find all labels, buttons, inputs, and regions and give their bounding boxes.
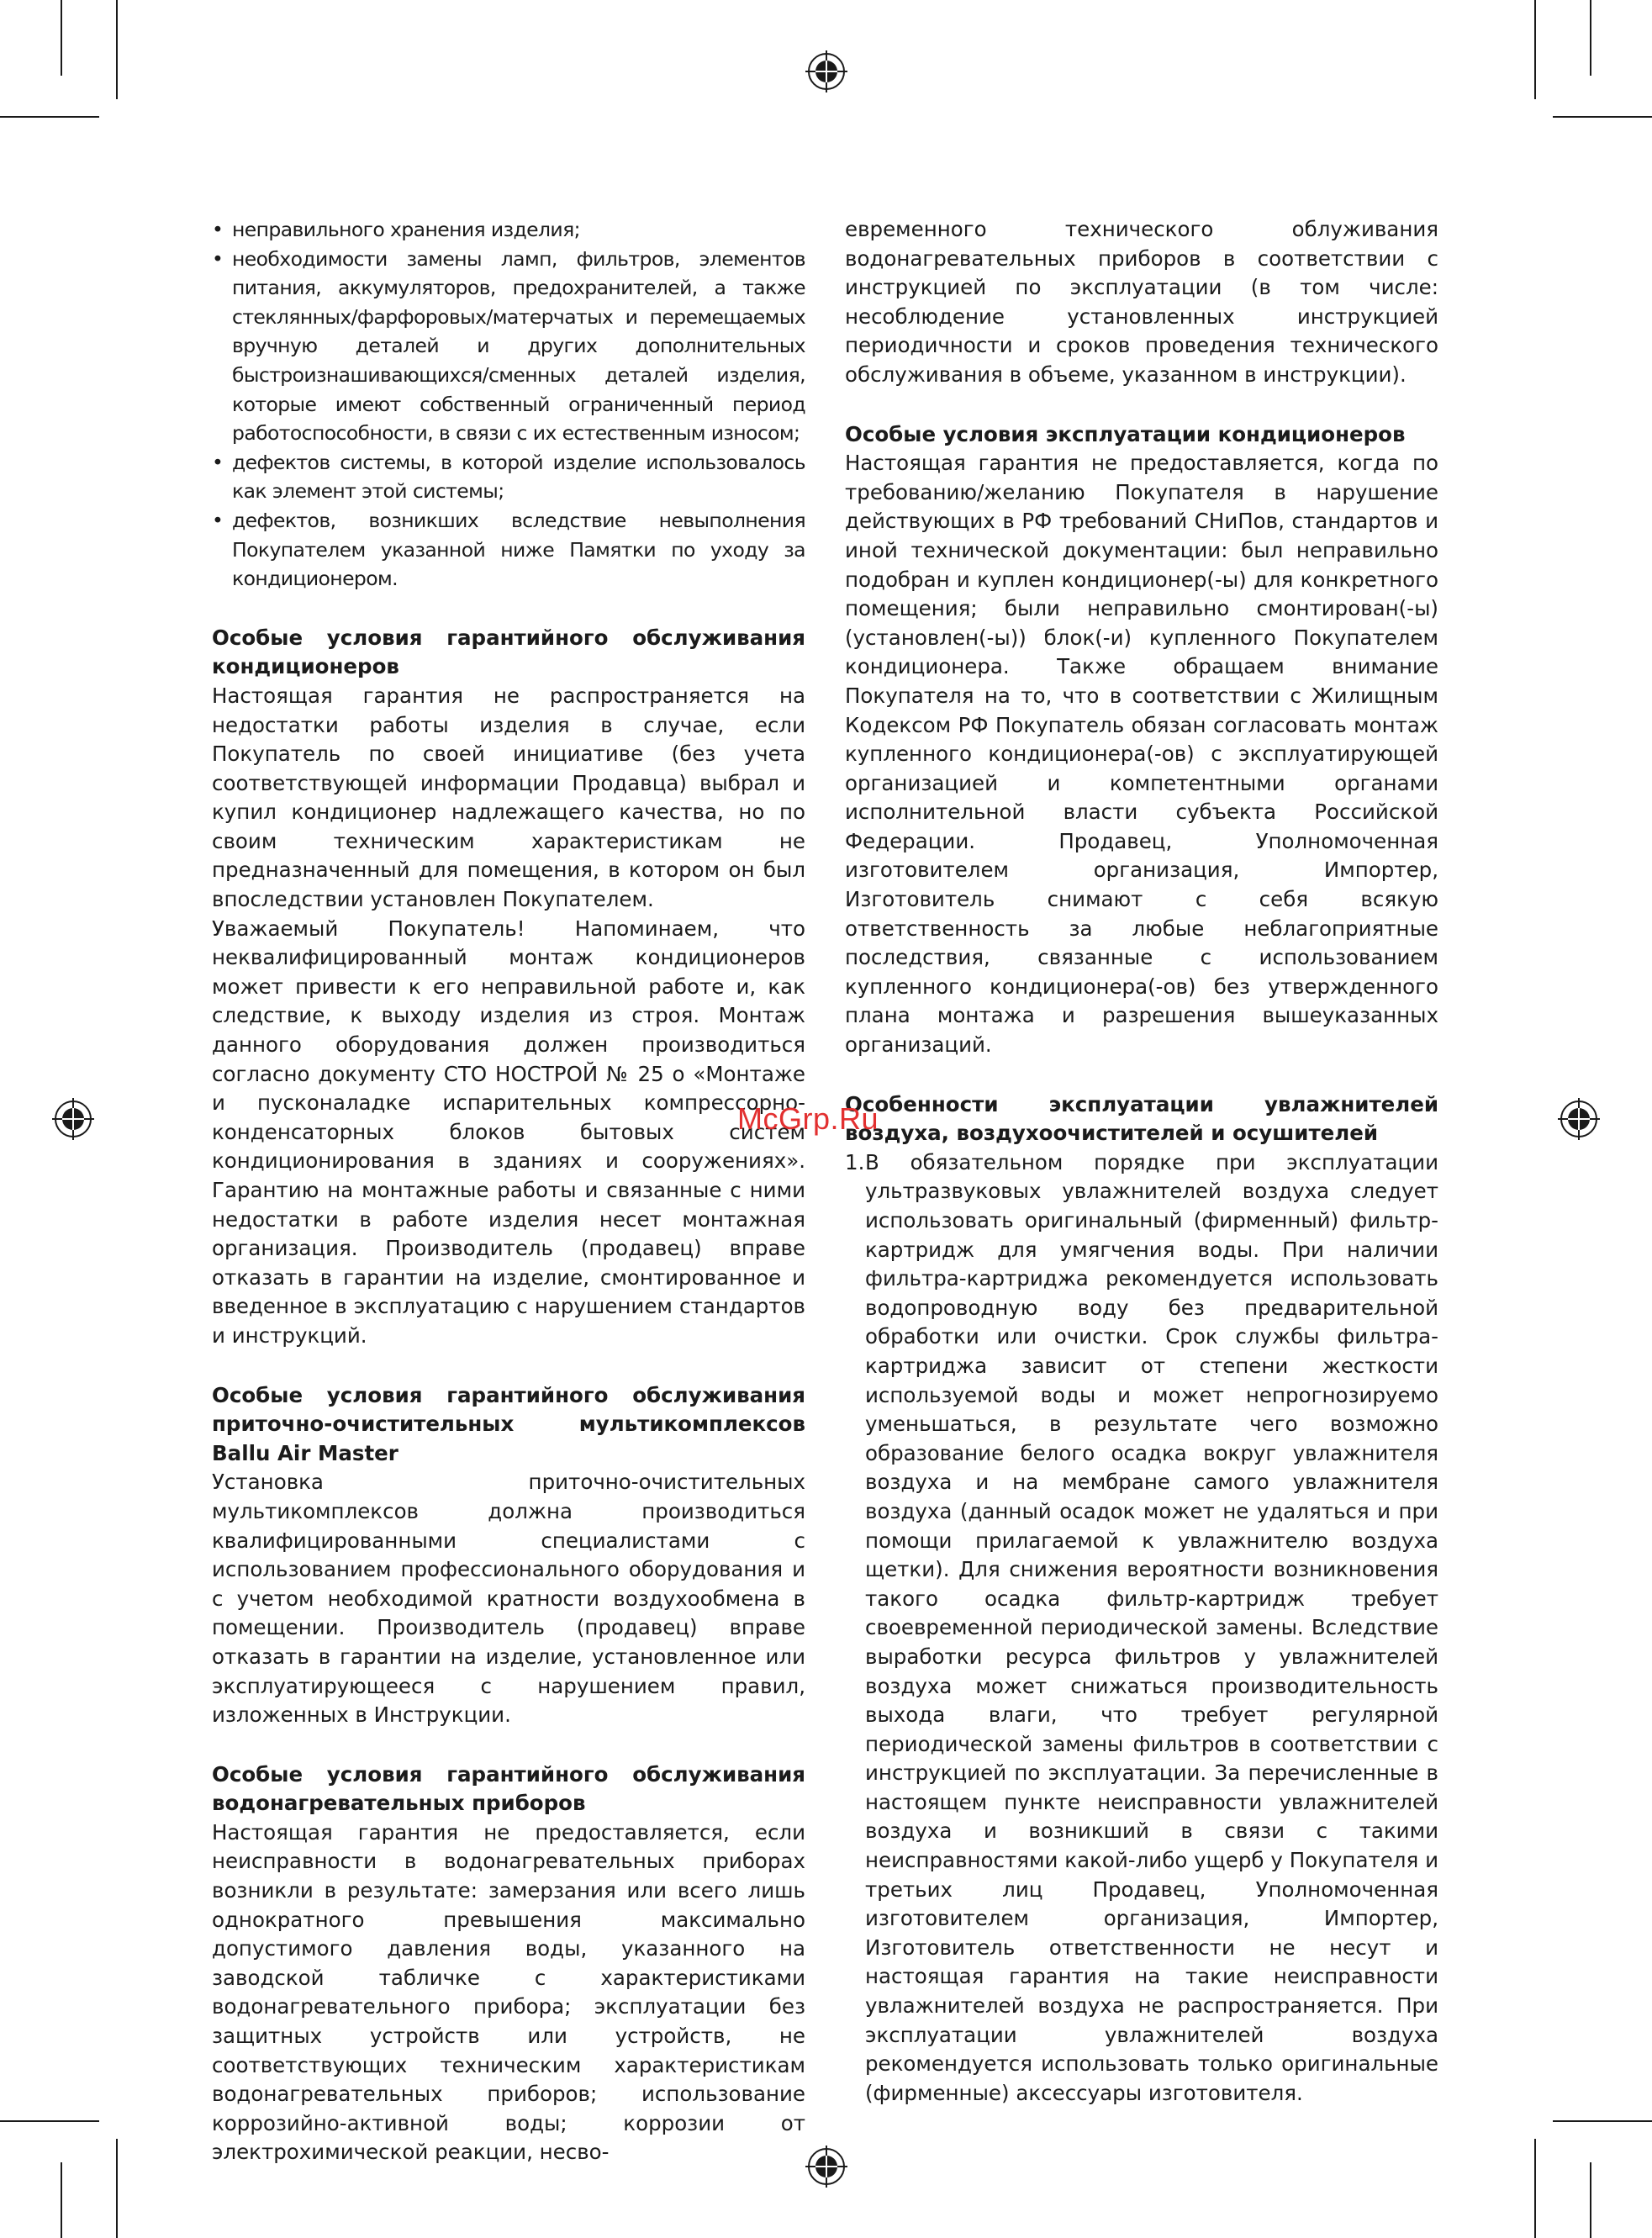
- registration-mark-icon: [52, 1098, 94, 1140]
- registration-mark-icon: [805, 50, 847, 92]
- registration-mark-icon: [1558, 1098, 1600, 1140]
- crop-mark: [1534, 0, 1536, 99]
- crop-mark: [61, 2162, 62, 2238]
- bullet-list: [212, 215, 805, 594]
- crop-mark: [1534, 2139, 1536, 2238]
- section-gap: [845, 390, 1438, 420]
- watermark: McGrp.Ru: [737, 1101, 879, 1136]
- paragraph: Настоящая гарантия не предоставляется, когда по требованию/желанию Покупателя в нарушение действующих в РФ требований СНиПов, стандартов и иной технической документации: был неправильно подобран и куплен кондиционер(-ы) для конкретного помещения; были неправильно смонтирован(-ы) (установлен(-ы)) блок(-и) купленного Покупателем кондиционера. Также обращаем внимание Покупателя на то, что в соответствии с Жилищным Кодексом РФ Покупатель обязан согласовать монтаж купленного кондиционера(-ов) с эксплуатирующей организацией и компетентными органами исполнительной власти субъекта Российской Федерации. Продавец, Уполномоченная изготовителем организация, Импортер, Изготовитель снимают с себя всякую ответственность за любые неблагоприятные последствия, связанные с использованием купленного кондиционера(-ов) без утвержденного плана монтажа и разрешения вышеуказанных организаций.: [845, 451, 1438, 1058]
- section-heading: Особые условия гарантийного обслуживания кондиционеров: [212, 625, 805, 679]
- crop-mark: [116, 2139, 118, 2238]
- list-item: [845, 1148, 1438, 2109]
- section-gap: [212, 594, 805, 624]
- list-item: • дефектов системы, в которой изделие использовалось как элемент этой системы;: [212, 448, 805, 506]
- section-gap: [845, 1060, 1438, 1090]
- crop-mark: [0, 116, 99, 118]
- section-heading: Особенности эксплуатации увлажнителей воздуха, воздухоочистителей и осушителей: [845, 1091, 1438, 1146]
- left-column: [212, 215, 805, 2167]
- paragraph: Установка приточно-очистительных мультикомплексов должна производиться квалифицированными специалистами с использованием профессионального оборудования и с учетом необходимой кратности воздухообмена в помещении. Производитель (продавец) вправе отказать в гарантии на изделие, установленное или эксплуатирующееся с нарушением правил, изложенных в Инструкции.: [212, 1470, 805, 1728]
- section-gap: [212, 1730, 805, 1760]
- crop-mark: [1553, 116, 1652, 118]
- list-item: • дефектов, возникших вследствие невыполнения Покупателем указанной ниже Памятки по уходу за кондиционером.: [212, 506, 805, 594]
- crop-mark: [116, 0, 118, 99]
- crop-mark: [1553, 2120, 1652, 2122]
- item-number: 1.: [845, 1149, 865, 1174]
- section-gap: [212, 1351, 805, 1381]
- right-column: [845, 215, 1438, 2108]
- numbered-list: [845, 1148, 1438, 2109]
- crop-mark: [61, 0, 62, 76]
- list-item: • необходимости замены ламп, фильтров, элементов питания, аккумуляторов, предохранителей, а также стеклянных/фарфоровых/матерчатых и перемещаемых вручную деталей и других дополнительных быстроизнашивающихся/сменных деталей изделия, которые имеют собственный ограниченный период работоспособности, в связи с их естественным износом;: [212, 245, 805, 448]
- section-heading: Особые условия гарантийного обслуживания водонагревательных приборов: [212, 1761, 805, 1816]
- paragraph: Настоящая гарантия не распространяется на недостатки работы изделия в случае, если Покупатель по своей инициативе (без учета соответствующей информации Продавца) выбрал и купил кондиционер надлежащего качества, но по своим техническим характеристикам не предназначенный для помещения, в котором он был впоследствии установлен Покупателем.: [212, 683, 805, 912]
- section-heading: Особые условия гарантийного обслуживания приточно-очистительных мультикомплексов Ballu Air Master: [212, 1382, 805, 1465]
- paragraph: Уважаемый Покупатель! Напоминаем, что неквалифицированный монтаж кондиционеров может привести к его неправильной работе и, как следствие, к выходу изделия из строя. Монтаж данного оборудования должен производиться согласно документу СТО НОСТРОЙ № 25 о «Монтаже и пусконаладке испарительных компрессорно-конденсаторных блоков бытовых систем кондиционирования в зданиях и сооружениях». Гарантию на монтажные работы и связанные с ними недостатки в работе изделия несет монтажная организация. Производитель (продавец) вправе отказать в гарантии на изделие, смонтированное и введенное в эксплуатацию с нарушением стандартов и инструкций.: [212, 916, 805, 1348]
- crop-mark: [0, 2120, 99, 2122]
- item-text: В обязательном порядке при эксплуатации ультразвуковых увлажнителей воздуха следует использовать оригинальный (фирменный) фильтр-картридж для умягчения воды. При наличии фильтра-картриджа рекомендуется использовать водопроводную воду без предварительной обработки или очистки. Срок службы фильтра-картриджа зависит от степени жесткости используемой воды и может непрогнозируемо уменьшаться, в результате чего возможно образование белого осадка вокруг увлажнителя воздуха и на мембране самого увлажнителя воздуха (данный осадок может не удаляться и при помощи прилагаемой к увлажнителю воздуха щетки). Для снижения вероятности возникновения такого осадка фильтр-картридж требует своевременной периодической замены. Вследствие выработки ресурса фильтров у увлажнителей воздуха может снижаться производительность выхода влаги, что требует регулярной периодической замены фильтров в соответствии с инструкцией по эксплуатации. За перечисленные в настоящем пункте неисправности увлажнителей воздуха и возникший в связи с такими неисправностями какой-либо ущерб у Покупателя и третьих лиц Продавец, Уполномоченная изготовителем организация, Импортер, Изготовитель ответственности не несут и настоящая гарантия на такие неисправности увлажнителей воздуха не распространяется. При эксплуатации увлажнителей воздуха рекомендуется использовать только оригинальные (фирменные) аксессуары изготовителя.: [865, 1149, 1438, 2105]
- section-heading: Особые условия эксплуатации кондиционеров: [845, 421, 1406, 446]
- paragraph: Настоящая гарантия не предоставляется, если неисправности в водонагревательных приборах возникли в результате: замерзания или всего лишь однократного превышения максимально допустимого давления воды, указанного на заводской табличке с характеристиками водонагревательного прибора; эксплуатации без защитных устройств или устройств, не соответствующих техническим характеристикам водонагревательных приборов; использование коррозийно-активной воды; коррозии от электрохимической реакции, несво-: [212, 1819, 805, 2165]
- paragraph: евременного технического облуживания водонагревательных приборов в соответствии с инструкцией по эксплуатации (в том числе: несоблюдение установленных инструкцией периодичности и сроков проведения технического обслуживания в объеме, указанном в инструкции).: [845, 217, 1438, 387]
- registration-mark-icon: [805, 2146, 847, 2188]
- crop-mark: [1590, 2162, 1591, 2238]
- list-item: • неправильного хранения изделия;: [212, 215, 805, 245]
- crop-mark: [1590, 0, 1591, 76]
